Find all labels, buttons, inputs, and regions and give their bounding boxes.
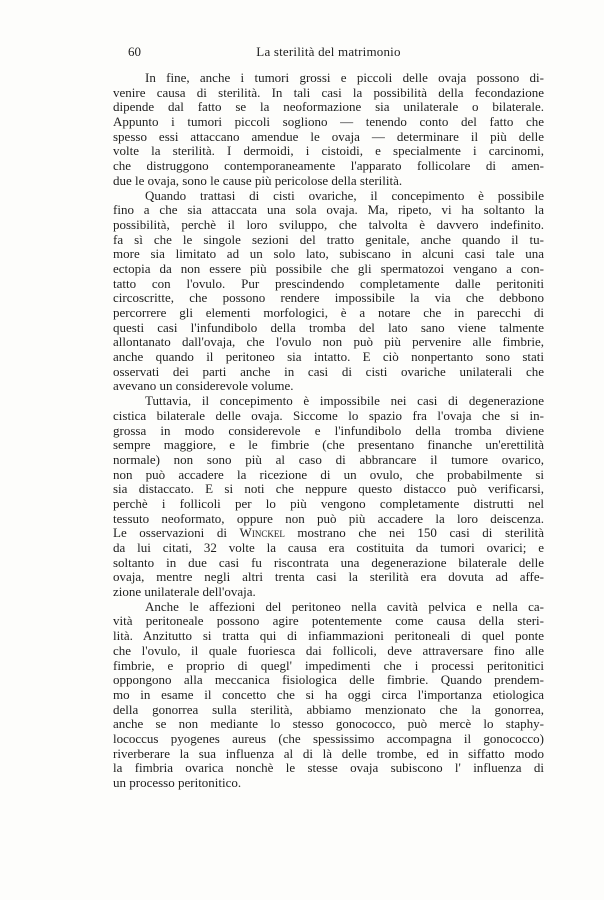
text-line: mo in esame il concetto che si ha oggi circa l'importanza etiologica [113,686,544,702]
text-line: avevano un considerevole volume. [113,378,294,394]
text-line: dipende dal fatto se la neoformazione sia unilaterale o bilaterale. [113,99,544,115]
text-line: che l'ovulo, il quale fuoriesca dai follicoli, deve attraversare fino alle [113,642,544,658]
text-line: tessuto neoformato, oppure non può più accadere la loro deiscenza. [113,510,544,526]
text-line: venire causa di sterilità. In tali casi la possibilità della fecondazione [113,84,544,100]
text-line: cistica bilaterale delle ovaja. Siccome lo spazio fra l'ovaja che si in- [113,407,544,423]
text-line: Quando trattasi di cisti ovariche, il concepimento è possibile [145,187,544,203]
text-line: anche quando il peritoneo sia intatto. E ciò nonpertanto sono stati [113,349,544,365]
text-line: della gonorrea sulla sterilità, abbiamo menzionato che la gonorrea, [113,701,544,717]
text-line: Appunto i tumori piccoli sogliono — tenendo conto del fatto che [113,114,544,130]
text-line: vità peritoneale possono agire potentemente come causa della steri- [113,613,544,629]
text-line: tatto con l'ovulo. Pur prescindendo completamente dalle peritoniti [113,275,544,291]
text-line: allontanato dall'ovaja, che l'ovulo non può più pervenire alle fimbrie, [113,334,544,350]
text-line: more sia limitato ad un solo lato, subiscano in alcuni casi tale una [113,246,544,262]
text-line: fino a che sia attaccata una sola ovaja. Ma, ripeto, vi ha soltanto la [113,202,544,218]
text-line: volte la sterilità. I dermoidi, i cistoidi, e specialmente i carcinomi, [113,143,544,159]
text-line: due le ovaja, sono le cause più pericolose della sterilità. [113,172,403,188]
text-line: anche se non mediante lo stesso gonococco, può mercè lo staphy- [113,716,544,732]
text-line: fimbrie, e proprio di quegl' impedimenti che i processi peritonitici [113,657,544,673]
paragraph [113,394,544,600]
text-line: lococcus pyogenes aureus (che spessissimo accompagna il gonococco) [113,730,544,746]
text-line: possibilità, perchè il loro sviluppo, che talvolta è davvero indefinito. [113,216,544,232]
text-line: riverberare la sua influenza al di là delle trombe, ed in siffatto modo [113,745,544,761]
text-line: oppongono alla meccanica fisiologica delle fimbrie. Quando prendem- [113,672,544,688]
text-line: sia distaccato. E si noti che neppure questo distacco può verificarsi, [113,481,544,497]
text-line: soltanto in due casi fu riscontrata una degenerazione bilaterale delle [113,554,544,570]
text-line: un processo peritonitico. [113,775,242,790]
text-line: normale) non sono più al caso di abbrancare il tumore ovarico, [113,451,544,467]
text-line: questi casi l'infundibolo della tromba del lato sano viene talmente [113,319,544,335]
text-line: che distruggono contemporaneamente l'apparato follicolare di amen- [113,158,544,174]
running-title: La sterilità del matrimonio [256,44,401,59]
text-line: Le osservazioni di Winckel mostrano che nei 150 casi di sterilità [113,525,544,541]
text-line: da lui citati, 32 volte la causa era costituita da tumori ovarici; e [113,540,544,555]
text-line: la fimbria ovarica nonchè le stesse ovaja subiscono l' influenza di [113,760,544,776]
page-header [113,44,544,60]
text-line: zione unilaterale dell'ovaja. [113,584,256,600]
text-line: grossa in modo considerevole e l'infundibolo della tromba diviene [113,422,544,438]
text-line: ovaja, mentre negli altri trenta casi la sterilità era dovuta ad affe- [113,569,544,585]
text-line: perchè i follicoli per lo più vengono completamente distrutti nel [113,495,544,511]
text-line: fa sì che le singole sezioni del tratto genitale, anche quando il tu- [113,231,544,247]
paragraph [113,189,544,395]
paragraph [113,600,544,791]
text-line: Anche le affezioni del peritoneo nella cavità pelvica e nella ca- [145,598,544,614]
text-line: percorrere gli elementi morfologici, è a notare che in parecchi di [113,305,544,320]
text-line: spesso essi attaccano amendue le ovaja — determinare il più delle [113,128,544,144]
text-line: In fine, anche i tumori grossi e piccoli delle ovaja possono di- [145,70,544,85]
page-number: 60 [128,44,141,59]
text-line: sempre maggiore, e le fimbrie (che presentano finanche un'erettilità [113,437,544,453]
text-line: circoscritte, che possono rendere impossibile la via che debbono [113,290,544,306]
author-name: Winckel [239,525,285,541]
text-line: lità. Anzitutto si tratta qui di infiammazioni peritoneali di quel ponte [113,628,544,644]
text-line: non può accadere la ricezione di un ovulo, che probabilmente si [113,466,544,482]
page-body [113,71,544,791]
text-line: ectopia da non essere più possibile che gli spermatozoi vengano a con- [113,260,544,276]
text-line: osservati dei parti anche in casi di cisti ovariche unilaterali che [113,363,544,379]
paragraph [113,71,544,189]
text-line: Tuttavia, il concepimento è impossibile nei casi di degenerazione [145,393,544,409]
